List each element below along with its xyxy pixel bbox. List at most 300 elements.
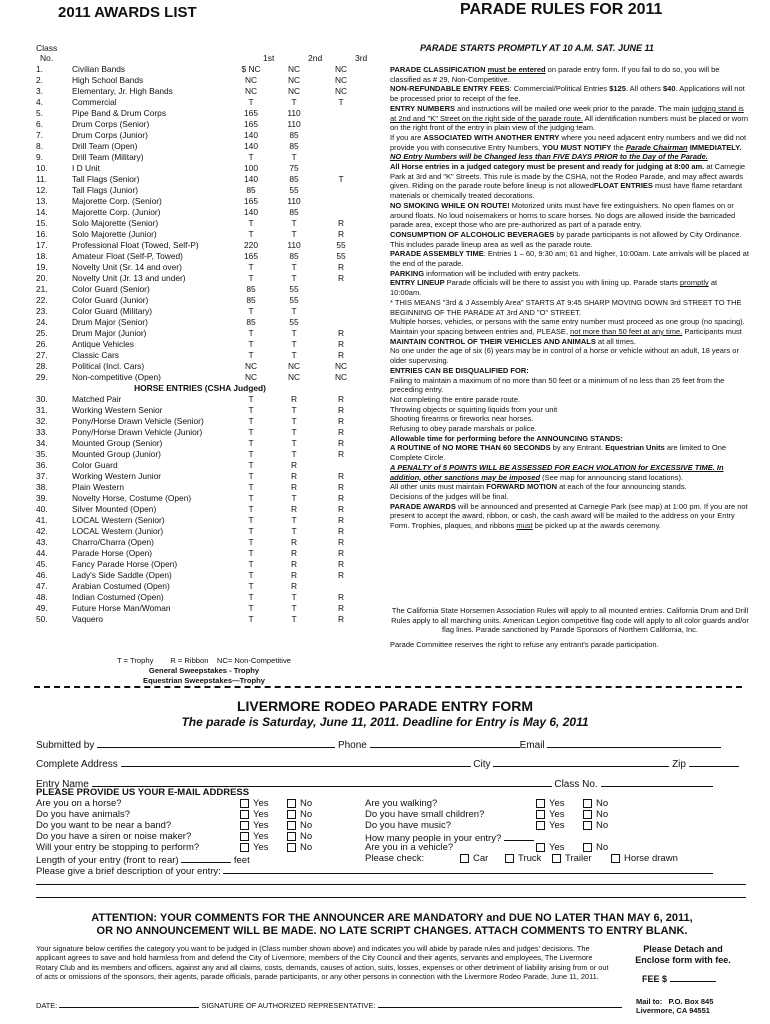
- award-cell-no: 26.: [36, 339, 48, 349]
- submitted-by-field[interactable]: [97, 738, 335, 748]
- no-checkbox[interactable]: [287, 843, 296, 852]
- question-label: Are you on a horse?: [36, 798, 122, 809]
- award-cell-no: 35.: [36, 449, 48, 459]
- award-row: [36, 537, 364, 548]
- award-cell-c1: 140: [244, 174, 258, 184]
- award-row: [36, 196, 364, 207]
- award-cell-name: Majorette Corp. (Junior): [72, 207, 161, 217]
- award-row: [36, 471, 364, 482]
- award-cell-c3: [318, 295, 364, 306]
- award-cell-name: Color Guard (Senior): [72, 284, 150, 294]
- question-label: Will your entry be stopping to perform?: [36, 842, 200, 853]
- no-checkbox[interactable]: [287, 832, 296, 841]
- award-cell-no: 47.: [36, 581, 48, 591]
- date-label: DATE:: [36, 1001, 58, 1010]
- detach-line-2: Enclose form with fee.: [635, 955, 731, 965]
- award-cell-c3: R: [337, 262, 345, 272]
- zip-field[interactable]: [689, 757, 739, 767]
- question-label: Are you walking?: [365, 798, 438, 809]
- horse-entries-header-row: [36, 383, 364, 394]
- yes-label: Yes: [549, 809, 565, 820]
- award-cell-name: Mounted Group (Junior): [72, 449, 161, 459]
- rules-footer-csha: The California State Horsemen Association Rules will apply to all mounted entries. California Drum and Drill Rules apply to all marching units. American Legion competitive flag code will apply to all color guards and/or flag lines. Parade sanctioned by Parade Sponsors of Northern California, Inc.: [391, 606, 749, 635]
- rule-routine: A ROUTINE of NO MORE THAN 60 SECONDS by any Entrant. Equestrian Units are limited to One Complete Circle.: [390, 443, 727, 463]
- award-cell-no: 18.: [36, 251, 48, 261]
- yes-label: Yes: [549, 798, 565, 809]
- award-cell-no: 45.: [36, 559, 48, 569]
- award-row: [36, 141, 364, 152]
- detach-box: [620, 944, 746, 985]
- award-cell-c3: [318, 163, 364, 174]
- award-cell-c1: T: [248, 504, 254, 514]
- form-subtitle: The parade is Saturday, June 11, 2011. Deadline for Entry is May 6, 2011: [181, 715, 589, 729]
- award-cell-c2: 110: [287, 119, 301, 129]
- award-cell-no: 34.: [36, 438, 48, 448]
- rule-decisions: Decisions of the judges will be final.: [390, 491, 509, 501]
- yes-label: Yes: [253, 842, 269, 853]
- award-cell-name: Non-competitive (Open): [72, 372, 161, 382]
- award-cell-c1: T: [248, 427, 254, 437]
- awards-legend: [104, 656, 304, 686]
- rule-forward-motion: All other units must maintain FORWARD MOTION at each of the four announcing stands.: [390, 482, 687, 492]
- class-no-field[interactable]: [601, 777, 713, 787]
- vehicle-no-label: No: [596, 842, 609, 853]
- award-row: [36, 64, 364, 75]
- award-cell-c2: T: [291, 350, 297, 360]
- award-row: [36, 185, 364, 196]
- award-cell-c2: T: [291, 493, 297, 503]
- trailer-label: Trailer: [565, 853, 592, 864]
- questions-left: [36, 798, 336, 853]
- rule-assembly-time: PARADE ASSEMBLY TIME: Entries 1 – 60, 9:30 am; 61 and higher, 10:00am. Late arrivals will be placed at the end of the parade.: [390, 249, 749, 269]
- award-cell-c3: R: [337, 218, 345, 228]
- award-cell-c2: R: [290, 482, 298, 492]
- vehicle-row: [365, 842, 608, 853]
- award-cell-c1: 85: [246, 284, 256, 294]
- no-checkbox[interactable]: [583, 810, 592, 819]
- no-label: No: [596, 798, 609, 809]
- yes-checkbox[interactable]: [240, 843, 249, 852]
- yes-checkbox[interactable]: [536, 810, 545, 819]
- award-row: [36, 130, 364, 141]
- award-cell-no: 25.: [36, 328, 48, 338]
- award-cell-c3: 55: [336, 240, 346, 250]
- award-cell-c1: 140: [244, 207, 258, 217]
- rule-awards: PARADE AWARDS will be announced and presented at Carnegie Park (see map) at 1:00 pm. If you are not present to accept the award, ribbon, or cash, the cash award will be mailed to the address on your Entry Form. Trophies, plaques, and ribbons must be picked up at the awards ceremony.: [390, 501, 748, 531]
- yes-checkbox[interactable]: [240, 810, 249, 819]
- award-cell-name: Color Guard (Military): [72, 306, 153, 316]
- vehicle-yes-checkbox[interactable]: [536, 843, 545, 852]
- award-row: [36, 570, 364, 581]
- award-cell-c2: NC: [287, 372, 301, 382]
- award-cell-c1: T: [248, 515, 254, 525]
- award-cell-name: Novelty Unit (Sr. 14 and over): [72, 262, 182, 272]
- award-cell-name: Matched Pair: [72, 394, 122, 404]
- award-cell-c1: T: [248, 471, 254, 481]
- award-row: [36, 229, 364, 240]
- award-row: [36, 581, 364, 592]
- no-checkbox[interactable]: [583, 821, 592, 830]
- address-field[interactable]: [121, 757, 471, 767]
- award-cell-c1: T: [248, 460, 254, 470]
- award-row: [36, 361, 364, 372]
- award-cell-no: 40.: [36, 504, 48, 514]
- award-row: [36, 405, 364, 416]
- award-cell-no: 14.: [36, 207, 48, 217]
- rule-associated-entry: If you are ASSOCIATED WITH ANOTHER ENTRY where you need adjacent entry numbers and we did not provide you with consecutive Entry Numbers, YOU MUST NOTIFY the Parade Chairman IMMEDIATELY. NO Entry Numbers will be Changed less than FIVE DAYS PRIOR to the Day of the Parade.: [390, 132, 747, 162]
- yes-checkbox[interactable]: [240, 821, 249, 830]
- award-cell-c1: T: [248, 273, 254, 283]
- award-cell-c3: [318, 152, 364, 163]
- award-cell-c3: [318, 108, 364, 119]
- award-cell-c1: 85: [246, 185, 256, 195]
- award-row: [36, 372, 364, 383]
- notice-line-1: ATTENTION: YOUR COMMENTS FOR THE ANNOUNCER ARE MANDATORY and DUE NO LATER THAN MAY 6, 2011,: [91, 912, 693, 924]
- award-cell-name: Charro/Charra (Open): [72, 537, 154, 547]
- no-label: No: [300, 820, 313, 831]
- feet-label: feet: [233, 855, 250, 866]
- award-row: [36, 75, 364, 86]
- description-field-1[interactable]: [223, 864, 713, 874]
- award-cell-c2: T: [291, 229, 297, 239]
- email-field[interactable]: [547, 738, 721, 748]
- notice-line-2: OR NO ANNOUNCEMENT WILL BE MADE. NO LATE SCRIPT CHANGES. ATTACH COMMENTS TO ENTRY BLANK.: [96, 925, 688, 937]
- award-cell-c1: T: [248, 493, 254, 503]
- yes-label: Yes: [253, 798, 269, 809]
- no-checkbox[interactable]: [287, 821, 296, 830]
- award-cell-no: 50.: [36, 614, 48, 624]
- award-cell-c2: NC: [287, 86, 301, 96]
- award-cell-no: 7.: [36, 130, 43, 140]
- award-row: [36, 482, 364, 493]
- question-row: [365, 809, 665, 820]
- award-cell-c3: R: [337, 449, 345, 459]
- award-cell-name: Civilian Bands: [72, 64, 126, 74]
- award-cell-c3: T: [338, 97, 344, 107]
- yes-checkbox[interactable]: [240, 832, 249, 841]
- legend-key: T = Trophy R = Ribbon NC= Non-Competitive: [117, 656, 291, 665]
- award-row: [36, 603, 364, 614]
- award-cell-no: 41.: [36, 515, 48, 525]
- how-many-field[interactable]: [504, 831, 534, 841]
- rule-dq-obey: Refusing to obey parade marshals or police.: [390, 424, 537, 434]
- award-cell-c3: R: [337, 493, 345, 503]
- award-cell-no: 43.: [36, 537, 48, 547]
- award-cell-c2: T: [291, 592, 297, 602]
- award-cell-c2: R: [290, 570, 298, 580]
- award-cell-name: Silver Mounted (Open): [72, 504, 157, 514]
- award-row: [36, 504, 364, 515]
- award-row: [36, 515, 364, 526]
- signature-label: SIGNATURE OF AUTHORIZED REPRESENTATIVE:: [201, 1001, 376, 1010]
- questions-right: [365, 798, 665, 831]
- award-cell-c3: [318, 141, 364, 152]
- award-cell-c1: T: [248, 438, 254, 448]
- rule-dq-route: Not completing the entire parade route.: [390, 394, 521, 404]
- award-cell-no: 28.: [36, 361, 48, 371]
- award-cell-c3: R: [337, 394, 345, 404]
- date-signature-row: [36, 1000, 622, 1010]
- award-cell-c1: 165: [244, 196, 258, 206]
- award-row: [36, 394, 364, 405]
- horse-drawn-label: Horse drawn: [624, 853, 678, 864]
- rules-subtitle: PARADE STARTS PROMPTLY AT 10 A.M. SAT. JUNE 11: [420, 43, 654, 53]
- award-cell-name: Solo Majorette (Senior): [72, 218, 159, 228]
- yes-label: Yes: [253, 809, 269, 820]
- award-cell-c1: T: [248, 526, 254, 536]
- award-cell-c3: R: [337, 537, 345, 547]
- vehicle-yes-label: Yes: [549, 842, 565, 853]
- award-cell-no: 11.: [36, 174, 48, 184]
- fee-row: [620, 972, 746, 985]
- award-cell-c1: T: [248, 262, 254, 272]
- award-cell-c2: R: [290, 394, 298, 404]
- col-3rd-header: 3rd: [355, 53, 368, 63]
- award-cell-c1: NC: [244, 75, 258, 85]
- award-cell-name: Indian Costumed (Open): [72, 592, 164, 602]
- question-row: [365, 820, 665, 831]
- how-many-label: How many people in your entry?: [365, 833, 502, 844]
- award-cell-c2: 55: [289, 185, 299, 195]
- fee-field[interactable]: [670, 972, 716, 982]
- email-prompt: PLEASE PROVIDE US YOUR E-MAIL ADDRESS: [36, 787, 250, 798]
- date-field[interactable]: [59, 1000, 199, 1008]
- award-row: [36, 251, 364, 262]
- rules-footer: [390, 606, 750, 650]
- award-cell-c2: T: [291, 603, 297, 613]
- yes-checkbox[interactable]: [536, 821, 545, 830]
- phone-field[interactable]: [370, 738, 520, 748]
- rule-classification: PARADE CLASSIFICATION must be entered on parade entry form. If you fail to do so, you will be classified as # 29, Non-Competitive.: [390, 65, 720, 84]
- city-field[interactable]: [493, 757, 669, 767]
- award-cell-no: 49.: [36, 603, 48, 613]
- horse-drawn-checkbox[interactable]: [611, 854, 620, 863]
- legend-general-sweepstakes: General Sweepstakes - Trophy: [148, 666, 260, 675]
- question-row: [36, 842, 336, 853]
- award-cell-c3: R: [337, 592, 345, 602]
- award-cell-no: 29.: [36, 372, 48, 382]
- award-cell-c2: 110: [287, 240, 301, 250]
- car-label: Car: [473, 853, 489, 864]
- yes-checkbox[interactable]: [240, 799, 249, 808]
- award-cell-c2: 55: [289, 284, 299, 294]
- award-cell-c2: T: [291, 614, 297, 624]
- award-cell-name: Classic Cars: [72, 350, 119, 360]
- award-cell-name: Pony/Horse Drawn Vehicle (Senior): [72, 416, 204, 426]
- award-row: [36, 306, 364, 317]
- question-label: Do you want to be near a band?: [36, 820, 172, 831]
- award-cell-name: Pipe Band & Drum Corps: [72, 108, 167, 118]
- award-cell-c3: R: [337, 339, 345, 349]
- award-cell-name: Color Guard: [72, 460, 118, 470]
- award-row: [36, 493, 364, 504]
- length-label: Length of your entry (front to rear): [36, 855, 179, 866]
- description-field-3[interactable]: [36, 897, 746, 898]
- award-cell-c3: [318, 317, 364, 328]
- award-cell-c2: T: [291, 328, 297, 338]
- award-cell-c2: 55: [289, 295, 299, 305]
- award-cell-name: Working Western Junior: [72, 471, 162, 481]
- signature-field[interactable]: [378, 1000, 622, 1008]
- award-cell-c2: T: [291, 515, 297, 525]
- question-row: [36, 798, 336, 809]
- award-cell-c3: R: [337, 614, 345, 624]
- award-cell-c1: 85: [246, 317, 256, 327]
- award-cell-c2: R: [290, 548, 298, 558]
- rule-allowable-time: Allowable time for performing before the ANNOUNCING STANDS:: [390, 433, 623, 443]
- award-cell-c3: NC: [334, 361, 348, 371]
- award-cell-no: 13.: [36, 196, 48, 206]
- award-cell-name: Arabian Costumed (Open): [72, 581, 170, 591]
- award-cell-c2: R: [290, 559, 298, 569]
- award-cell-no: 23.: [36, 306, 48, 316]
- class-no-label: Class No.: [554, 779, 598, 790]
- award-cell-c3: R: [337, 416, 345, 426]
- rule-assembly-area: * THIS MEANS "3rd & J Assembly Area" STARTS AT 9:45 SHARP MOVING DOWN 3rd STREET TO THE BEGINNING OF THE PARADE AT 3rd AND "O" STREET.: [390, 297, 742, 317]
- award-cell-c1: T: [248, 592, 254, 602]
- award-cell-c2: T: [291, 97, 297, 107]
- col-1st-header: 1st: [263, 53, 275, 63]
- award-cell-c3: NC: [334, 86, 348, 96]
- award-cell-c3: R: [337, 548, 345, 558]
- award-cell-c3: R: [337, 504, 345, 514]
- question-label: Do you have a siren or noise maker?: [36, 831, 192, 842]
- award-row: [36, 559, 364, 570]
- award-cell-c2: 55: [289, 317, 299, 327]
- rule-age: No one under the age of six (6) years may be in control of a horse or vehicle without an adult, 18 years or older supervising.: [390, 346, 739, 366]
- award-cell-c3: NC: [334, 75, 348, 85]
- award-cell-c3: R: [337, 427, 345, 437]
- award-cell-c2: R: [290, 504, 298, 514]
- award-cell-no: 48.: [36, 592, 48, 602]
- award-cell-c1: T: [248, 548, 254, 558]
- rule-dq-firearms: Shooting firearms or fireworks near horses.: [390, 414, 534, 424]
- award-cell-c2: T: [291, 339, 297, 349]
- award-cell-c1: T: [248, 394, 254, 404]
- award-row: [36, 427, 364, 438]
- award-cell-name: Lady's Side Saddle (Open): [72, 570, 172, 580]
- award-row: [36, 548, 364, 559]
- award-cell-c3: [318, 196, 364, 207]
- award-row: [36, 119, 364, 130]
- award-row: [36, 295, 364, 306]
- no-label: No.: [40, 53, 54, 63]
- award-cell-c3: [318, 130, 364, 141]
- rule-multiple: Multiple horses, vehicles, or persons with the same entry number must proceed as one group (no spacing).: [390, 317, 745, 327]
- award-cell-c2: T: [291, 405, 297, 415]
- award-cell-c1: NC: [244, 361, 258, 371]
- award-cell-no: 37.: [36, 471, 48, 481]
- award-cell-c1: T: [248, 570, 254, 580]
- question-label: Do you have music?: [365, 820, 452, 831]
- award-cell-name: Drill Team (Open): [72, 141, 138, 151]
- award-cell-c1: T: [248, 537, 254, 547]
- award-cell-no: 46.: [36, 570, 48, 580]
- vehicle-label: Are you in a vehicle?: [365, 842, 454, 853]
- award-cell-name: Future Horse Man/Woman: [72, 603, 171, 613]
- award-cell-c1: T: [248, 405, 254, 415]
- award-cell-name: Commercial: [72, 97, 117, 107]
- description-field-2[interactable]: [36, 884, 746, 885]
- address-label: Complete Address: [36, 759, 118, 770]
- award-cell-c1: T: [248, 97, 254, 107]
- award-cell-no: 8.: [36, 141, 43, 151]
- award-cell-no: 32.: [36, 416, 48, 426]
- no-checkbox[interactable]: [287, 810, 296, 819]
- award-cell-name: Vaquero: [72, 614, 104, 624]
- no-checkbox[interactable]: [287, 799, 296, 808]
- award-cell-c2: 110: [287, 196, 301, 206]
- truck-checkbox[interactable]: [505, 854, 514, 863]
- award-cell-c1: T: [248, 328, 254, 338]
- award-cell-name: LOCAL Western (Senior): [72, 515, 165, 525]
- award-row: [36, 207, 364, 218]
- yes-checkbox[interactable]: [536, 799, 545, 808]
- award-cell-c2: 85: [289, 130, 299, 140]
- truck-label: Truck: [518, 853, 542, 864]
- award-cell-c2: NC: [287, 64, 301, 74]
- award-cell-c2: T: [291, 273, 297, 283]
- award-cell-no: 38.: [36, 482, 48, 492]
- entry-name-field[interactable]: [92, 777, 552, 787]
- award-cell-name: Majorette Corp. (Senior): [72, 196, 162, 206]
- award-cell-name: Drum Major (Junior): [72, 328, 147, 338]
- legend-equestrian-sweepstakes: Equestrian Sweepstakes—Trophy: [143, 676, 265, 685]
- award-cell-name: Parade Horse (Open): [72, 548, 153, 558]
- phone-label: Phone: [337, 740, 367, 751]
- award-cell-c2: 85: [289, 174, 299, 184]
- vehicle-no-checkbox[interactable]: [583, 843, 592, 852]
- car-checkbox[interactable]: [460, 854, 469, 863]
- award-row: [36, 614, 364, 625]
- award-cell-no: 4.: [36, 97, 43, 107]
- award-row: [36, 339, 364, 350]
- length-field[interactable]: [181, 853, 231, 863]
- award-cell-c2: R: [290, 460, 298, 470]
- award-row: [36, 328, 364, 339]
- no-label: No: [300, 809, 313, 820]
- award-row: [36, 174, 364, 185]
- trailer-checkbox[interactable]: [552, 854, 561, 863]
- rule-penalty: A PENALTY of 5 POINTS WILL BE ASSESSED FOR EACH VIOLATION for EXCESSIVE TIME. In addition, other sanctions may be imposed (See map for announcing stand locations).: [390, 462, 724, 482]
- no-label: No: [300, 798, 313, 809]
- award-cell-c2: T: [291, 526, 297, 536]
- award-cell-c1: T: [248, 416, 254, 426]
- award-cell-name: Drum Corps (Junior): [72, 130, 148, 140]
- award-cell-no: 20.: [36, 273, 48, 283]
- submitted-by-label: Submitted by: [36, 740, 95, 751]
- fee-label: FEE $: [642, 974, 668, 984]
- award-cell-c2: NC: [287, 361, 301, 371]
- award-cell-no: 5.: [36, 108, 43, 118]
- award-cell-no: 39.: [36, 493, 48, 503]
- rule-fees: NON-REFUNDABLE ENTRY FEES: Commercial/Political Entries $125. All others $40. Applications will not be processed prior to receipt of the fee.: [390, 84, 745, 104]
- award-cell-c3: R: [337, 515, 345, 525]
- award-cell-c3: R: [337, 405, 345, 415]
- award-cell-c3: NC: [334, 64, 348, 74]
- award-cell-c3: R: [337, 328, 345, 338]
- no-checkbox[interactable]: [583, 799, 592, 808]
- award-cell-c3: 55: [336, 251, 346, 261]
- award-cell-c2: T: [291, 416, 297, 426]
- award-cell-c3: R: [337, 559, 345, 569]
- award-cell-c3: R: [337, 229, 345, 239]
- award-cell-no: 31.: [36, 405, 48, 415]
- award-row: [36, 460, 364, 471]
- award-cell-c2: T: [291, 449, 297, 459]
- award-cell-name: Professional Float (Towed, Self-P): [72, 240, 199, 250]
- announcer-notice: [36, 912, 748, 938]
